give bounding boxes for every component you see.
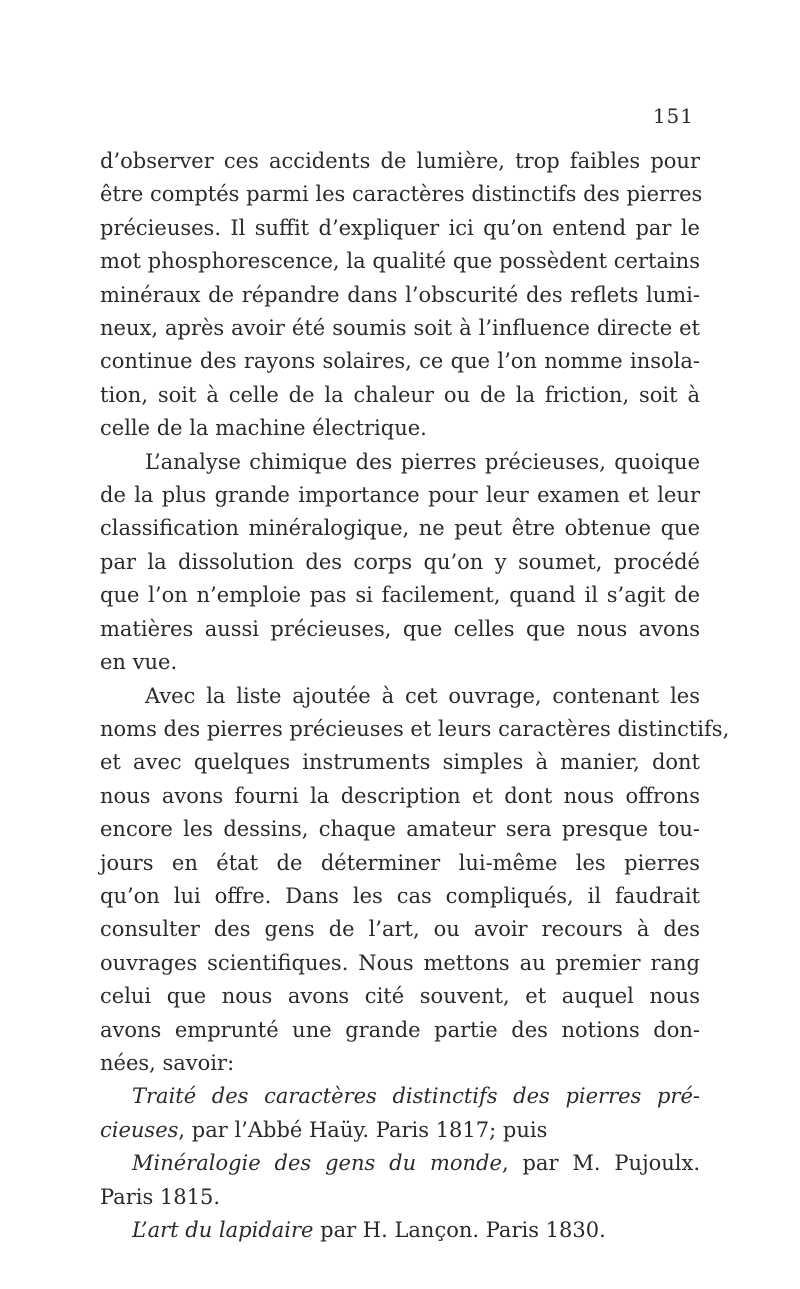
- text-line: consulter des gens de l’art, ou avoir recours à des: [100, 917, 700, 942]
- reference-details: , par M. Pujoulx.: [501, 1151, 700, 1176]
- reference-1-cont: [100, 1114, 700, 1147]
- text-line: Avec la liste ajoutée à cet ouvrage, contenant les: [145, 683, 700, 708]
- body-text: [100, 145, 730, 1247]
- reference-title: Traité des caractères distinctifs des pierres pré-: [132, 1084, 700, 1109]
- text-line: en vue.: [100, 650, 178, 675]
- text-line: continue des rayons solaires, ce que l’on nomme insola-: [100, 349, 700, 374]
- reference-3: [100, 1214, 700, 1247]
- text-line: nées, savoir:: [100, 1050, 235, 1075]
- text-line: noms des pierres précieuses et leurs caractères distinctifs,: [100, 716, 730, 741]
- page-number: 151: [652, 104, 694, 128]
- reference-2: [100, 1147, 700, 1180]
- text-line: ouvrages scientifiques. Nous mettons au premier rang: [100, 950, 700, 975]
- reference-title: Minéralogie des gens du monde: [132, 1151, 502, 1176]
- text-line: et avec quelques instruments simples à manier, dont: [100, 750, 700, 775]
- text-line: précieuses. Il suffit d’expliquer ici qu’on entend par le: [100, 215, 700, 240]
- text-line: celle de la machine électrique.: [100, 416, 427, 441]
- text-line: celui que nous avons cité souvent, et auquel nous: [100, 984, 700, 1009]
- reference-details: , par l’Abbé Haüy. Paris 1817; puis: [178, 1117, 548, 1142]
- reference-title: L’art du lapidaire: [132, 1218, 314, 1242]
- text-line: classification minéralogique, ne peut être obtenue que: [100, 516, 700, 541]
- text-line: qu’on lui offre. Dans les cas compliqués, il faudrait: [100, 883, 700, 908]
- text-line: être comptés parmi les caractères distinctifs des pierres: [100, 182, 703, 207]
- text-line: d’observer ces accidents de lumière, trop faibles pour: [100, 149, 700, 173]
- text-line: par la dissolution des corps qu’on y soumet, procédé: [100, 549, 700, 574]
- reference-1: [100, 1080, 700, 1113]
- text-line: jours en état de déterminer lui-même les pierres: [100, 850, 700, 875]
- reference-title: cieuses: [100, 1117, 179, 1142]
- text-line: avons emprunté une grande partie des notions don-: [100, 1017, 700, 1042]
- text-line: tion, soit à celle de la chaleur ou de la friction, soit à: [100, 382, 700, 407]
- text-line: minéraux de répandre dans l’obscurité des reflets lumi-: [100, 282, 700, 307]
- text-line: nous avons fourni la description et dont nous offrons: [100, 783, 700, 808]
- text-line: matières aussi précieuses, que celles que nous avons: [100, 616, 700, 641]
- text-line: de la plus grande importance pour leur examen et leur: [100, 483, 700, 508]
- text-line: L’analyse chimique des pierres précieuses, quoique: [145, 449, 700, 474]
- text-line: que l’on n’emploie pas si facilement, quand il s’agit de: [100, 583, 700, 608]
- text-line: neux, après avoir été soumis soit à l’influence directe et: [100, 316, 700, 341]
- reference-2-cont: Paris 1815.: [100, 1184, 221, 1209]
- reference-details: par H. Lançon. Paris 1830.: [313, 1218, 606, 1242]
- text-line: mot phosphorescence, la qualité que possèdent certains: [100, 249, 700, 274]
- text-line: encore les dessins, chaque amateur sera presque tou-: [100, 817, 700, 842]
